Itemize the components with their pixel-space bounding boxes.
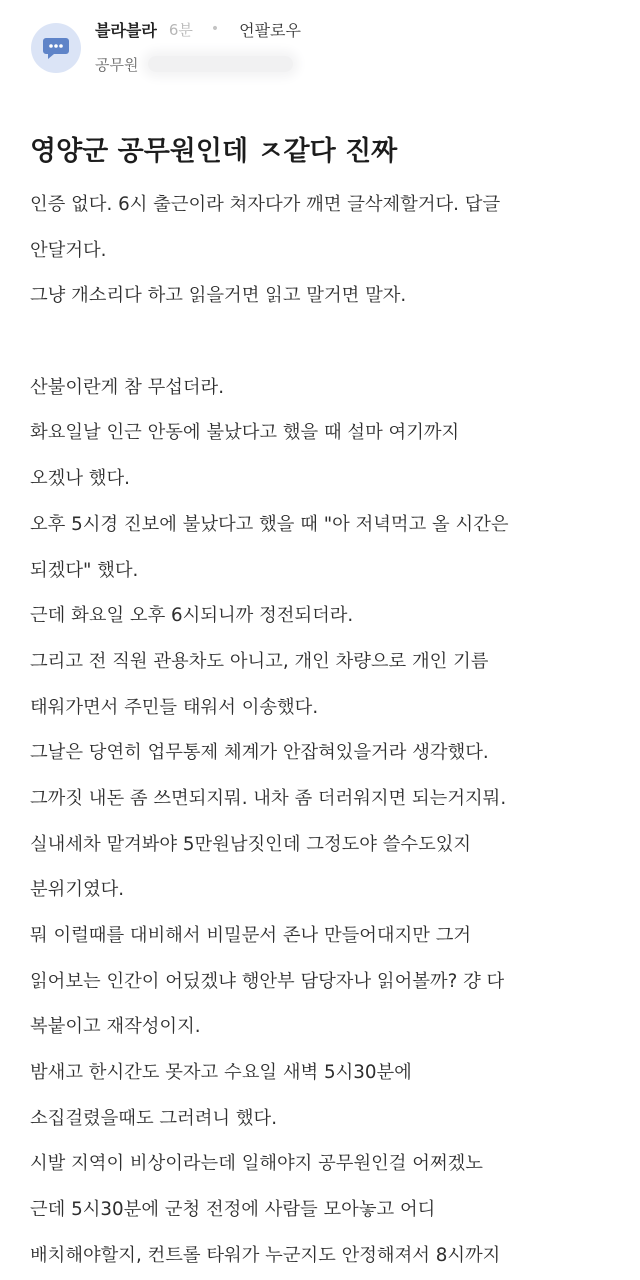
body-line: 되겠다" 했다.	[30, 559, 139, 581]
body-line: 화요일날 인근 안동에 불났다고 했을 때 설마 여기까지	[30, 422, 460, 444]
post-header	[0, 0, 640, 90]
unfollow-button[interactable]: 언팔로우	[239, 20, 301, 40]
blurred-company-name	[148, 56, 293, 72]
body-line: 산불이란게 참 무섭더라.	[30, 376, 225, 398]
body-line-blank	[30, 319, 620, 365]
body-line: 분위기였다.	[30, 879, 125, 901]
separator-dot: •	[210, 21, 220, 37]
body-line: 배치해야할지, 컨트롤 타워가 누군지도 안정해져서 8시까지	[30, 1244, 501, 1266]
body-line: 실내세차 맡겨봐야 5만원남짓인데 그정도야 쓸수도있지	[30, 833, 472, 855]
avatar[interactable]	[31, 23, 81, 73]
body-line: 그냥 개소리다 하고 읽을거면 읽고 말거면 말자.	[30, 285, 407, 307]
body-line: 시발 지역이 비상이라는데 일해야지 공무원인걸 어쩌겠노	[30, 1153, 483, 1175]
body-line: 그날은 당연히 업무통제 체계가 안잡혀있을거라 생각했다.	[30, 742, 489, 764]
body-line: 복붙이고 재작성이지.	[30, 1016, 201, 1038]
post-time: 6분	[168, 20, 193, 39]
body-line: 오후 5시경 진보에 불났다고 했을 때 "아 저녁먹고 올 시간은	[30, 513, 509, 535]
author-job: 공무원	[95, 55, 139, 74]
author-meta-row	[95, 52, 293, 76]
body-line: 그까짓 내돈 좀 쓰면되지뭐. 내차 좀 더러워지면 되는거지뭐.	[30, 787, 507, 809]
body-line: 근데 화요일 오후 6시되니까 정전되더라.	[30, 605, 354, 627]
body-line: 근데 5시30분에 군청 전정에 사람들 모아놓고 어디	[30, 1199, 436, 1221]
body-line: 밤새고 한시간도 못자고 수요일 새벽 5시30분에	[30, 1062, 412, 1084]
body-line: 그리고 전 직원 관용차도 아니고, 개인 차량으로 개인 기름	[30, 650, 489, 672]
body-line: 뭐 이럴때를 대비해서 비밀문서 존나 만들어대지만 그거	[30, 925, 472, 946]
speech-bubble-dots-icon	[42, 35, 70, 61]
body-line: 태워가면서 주민들 태워서 이송했다.	[30, 696, 319, 718]
body-line: 소집걸렸을때도 그러려니 했다.	[30, 1107, 278, 1129]
post-body	[30, 182, 620, 1279]
body-line: 안달거다.	[30, 239, 107, 261]
author-name[interactable]: 블라블라	[95, 20, 157, 40]
author-row	[95, 16, 301, 42]
body-line: 오겠나 했다.	[30, 468, 130, 490]
body-line: 읽어보는 인간이 어딨겠냐 행안부 담당자나 읽어볼까? 걍 다	[30, 970, 505, 992]
post-title: 영양군 공무원인데 ㅈ같다 진짜	[30, 136, 398, 167]
body-line: 인증 없다. 6시 출근이라 쳐자다가 깨면 글삭제할거다. 답글	[30, 194, 501, 215]
